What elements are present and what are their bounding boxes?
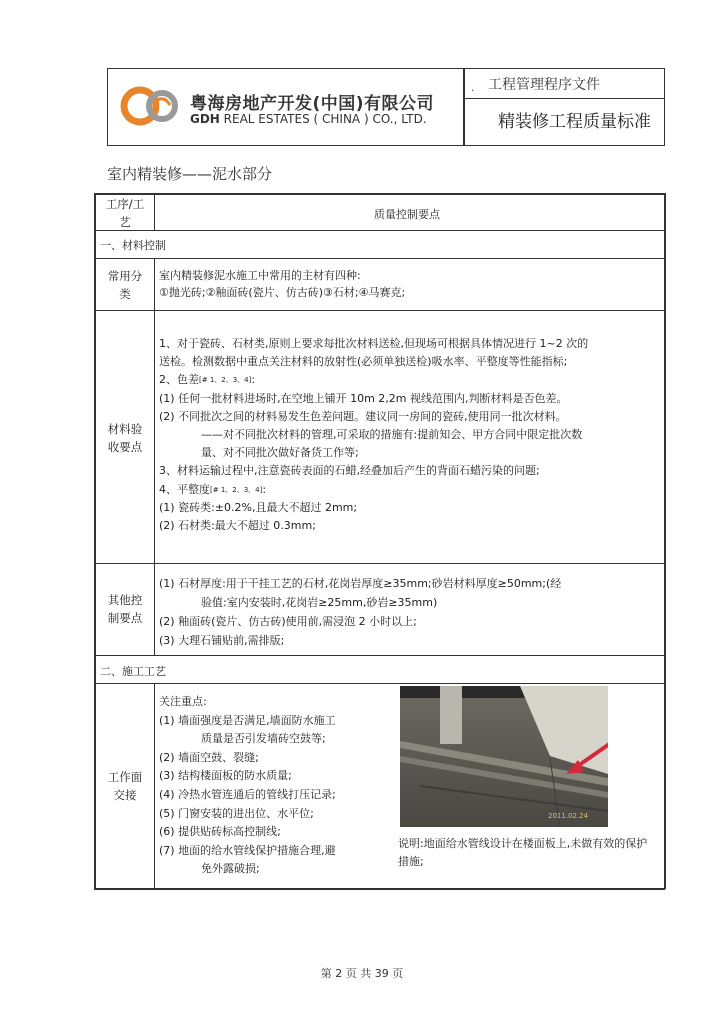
col-header-quality: 质量控制要点 (374, 208, 440, 221)
company-name-en: GDH REAL ESTATES ( CHINA ) CO., LTD. (190, 112, 427, 126)
doc-type: 工程管理程序文件 (488, 77, 600, 93)
col-header-process: 工序/工 艺 (105, 197, 145, 229)
common-types-text: 室内精装修泥水施工中常用的主材有四种: ①抛光砖;②釉面砖(瓷片、仿古砖)③石材;④马赛克; (159, 269, 406, 299)
doc-title: 精装修工程质量标准 (498, 112, 651, 132)
inspect-points-text: 1、对于瓷砖、石材类,原则上要求每批次材料送检,但现场可根据具体情况进行 1~2 次的 送检。检测数据中重点关注材料的放射性(必须单独送检)吸水率、平整度等性能指标; 2、色差[# 1、2、3、4]: (1) 任何一批材料进场时,在空地上铺开 10m 2,2m 视线范围内,判断材料是否色差。 (2) 不同批次之间的材料易发生色差问题。建议同一房间的瓷砖,使用同一批次材料。 ——对不同批次材料的管理,可采取的措施有:提前知会、甲方合同中限定批次数 量、对不同批次做好备货工作等; 3、材料运输过程中,注意瓷砖表面的石蜡,经叠加后产生的背面石蜡污染的问题; 4、平整度[# 1、2、3、4]: (1) 瓷砖类:±0.2%,且最大不超过 2mm; (2) 石材类:最大不超过 0.3mm; (159, 337, 589, 533)
header-dot: . (471, 83, 475, 94)
photo-caption: 说明:地面给水管线设计在楼面板上,未做有效的保护措施; (398, 837, 648, 868)
section-construction: 二、施工工艺 (100, 665, 166, 678)
document-header (107, 68, 665, 146)
section-title: 室内精装修——泥水部分 (107, 165, 273, 183)
company-name-cn: 粤海房地产开发(中国)有限公司 (190, 94, 435, 114)
handover-points-text: 关注重点: (1) 墙面强度是否满足,墙面防水施工 质量是否引发墙砖空鼓等; (2) 墙面空鼓、裂缝; (3) 结构楼面板的防水质量; (4) 冷热水管连通后的管线打压记录; (5) 门窗安装的进出位、水平位; (6) 提供贴砖标高控制线; (7) 地面的给水管线保护措施合理,避 免外露破损; (159, 695, 336, 876)
other-points-text: (1) 石材厚度:用于干挂工艺的石材,花岗岩厚度≥35mm;砂岩材料厚度≥50mm;(经 验值:室内安装时,花岗岩≥25mm,砂岩≥35mm) (2) 釉面砖(瓷片、仿古砖)使用前,需浸泡 2 小时以上; (3) 大理石铺贴前,需排版; (159, 577, 562, 647)
page-footer: 第 2 页 共 39 页 (320, 967, 404, 980)
site-photo (400, 686, 608, 827)
row-label-inspect: 材料验 收要点 (107, 422, 143, 454)
row-label-handover: 工作面 交接 (107, 770, 143, 802)
company-logo (120, 83, 186, 129)
row-label-common: 常用分 类 (107, 269, 143, 301)
row-label-other: 其他控 制要点 (107, 593, 143, 625)
section-material-control: 一、材料控制 (100, 239, 166, 252)
photo-date-stamp: 2011.02.24 (548, 812, 589, 820)
